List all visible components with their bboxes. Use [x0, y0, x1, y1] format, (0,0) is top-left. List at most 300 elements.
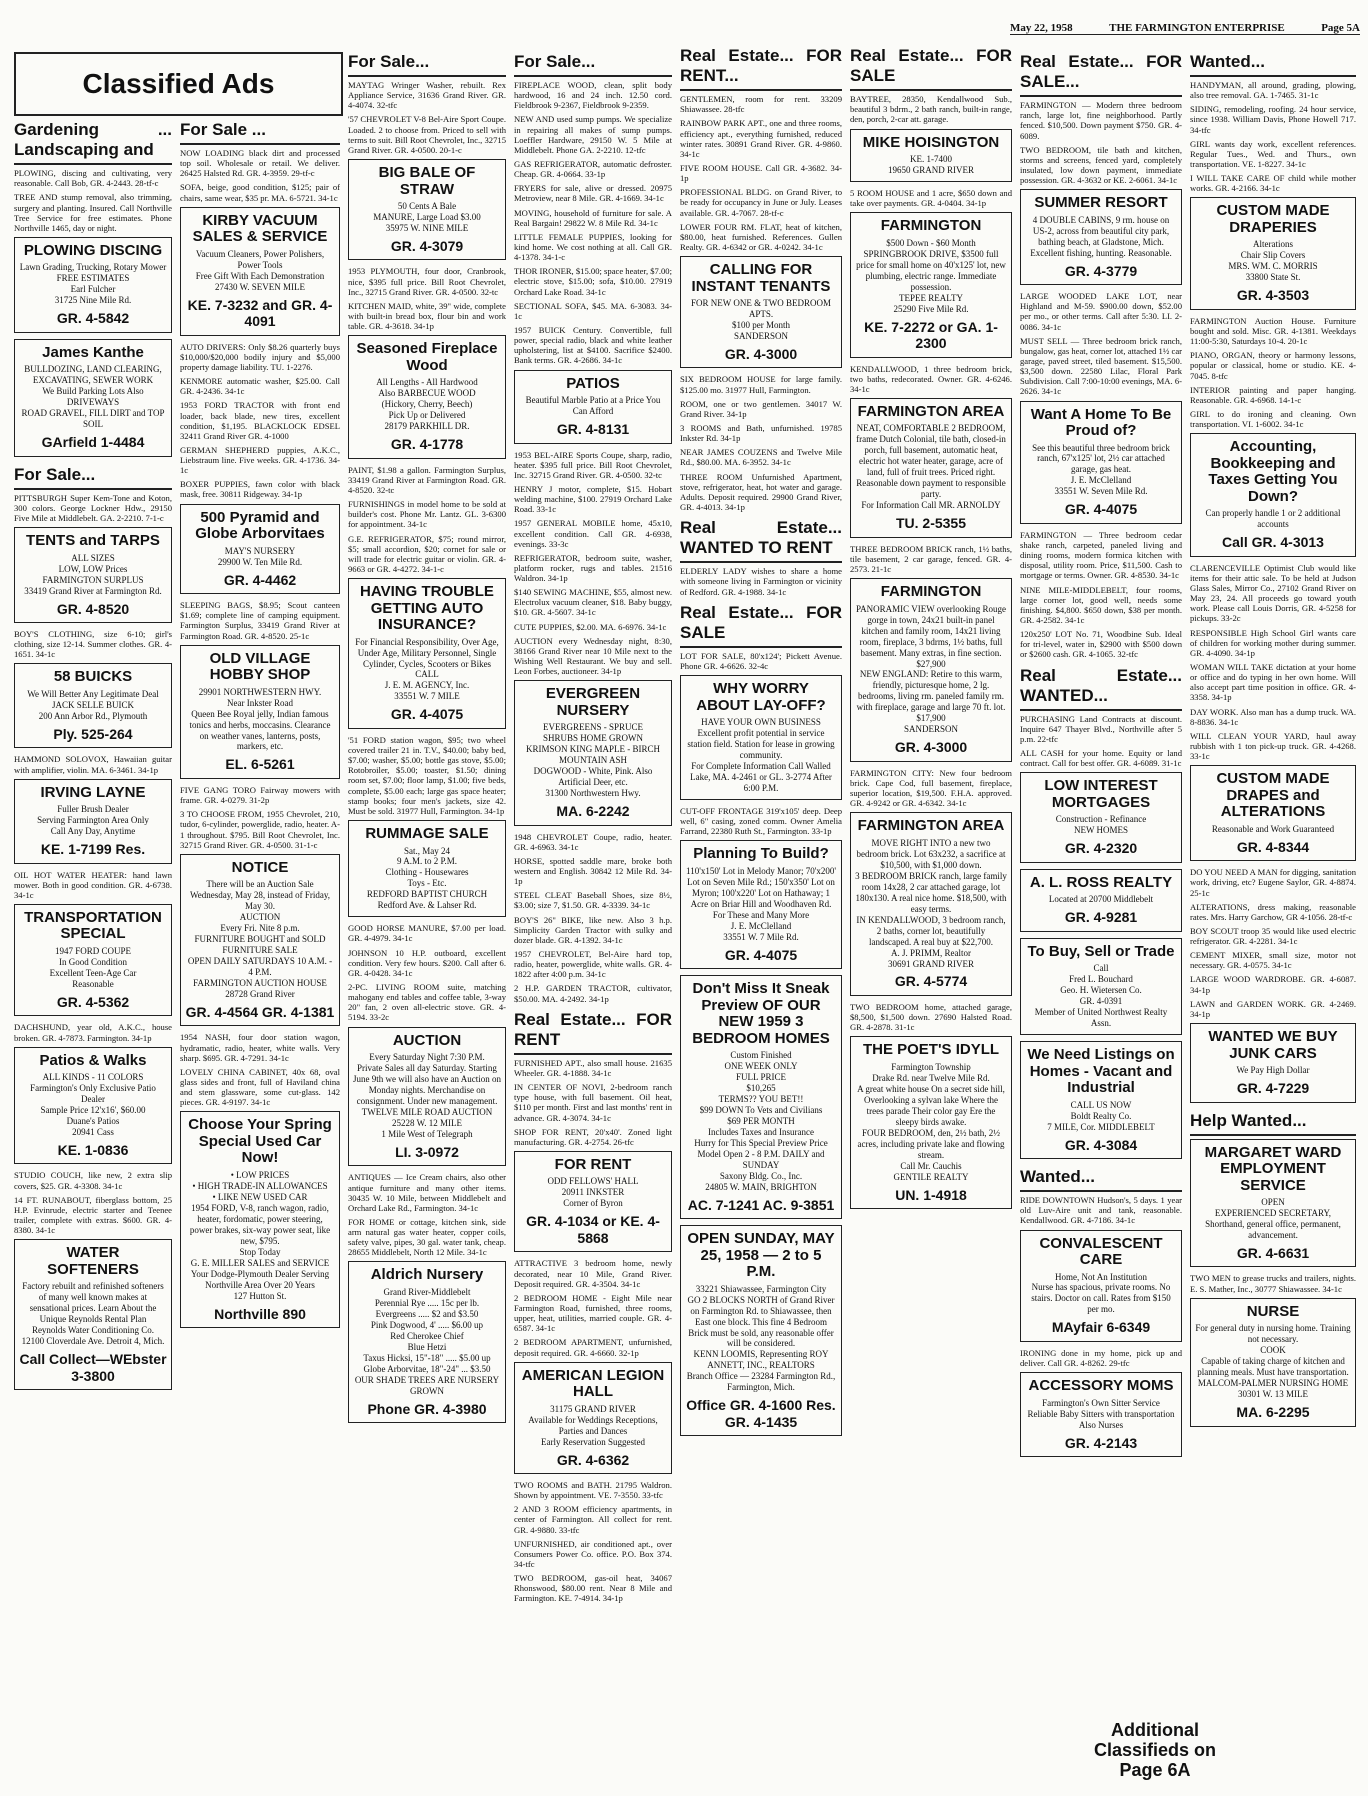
display-ad: [180, 854, 340, 1027]
display-ad-body: Can properly handle 1 or 2 additional accounts: [1205, 508, 1341, 530]
display-ad-phone: MAyfair 6-6349: [1051, 1319, 1151, 1336]
display-ad: [1190, 1298, 1356, 1427]
classified-listing: 1953 FORD TRACTOR with front end loader, back blade, new tires, excellent condition, $1,195. BLACKLOCK EDSEL 32411 Grand River GR. 4-1000: [180, 400, 340, 441]
display-ad: [514, 1151, 672, 1252]
classified-listing: MUST SELL — Three bedroom brick ranch, bungalow, gas heat, corner lot, attached 1½ car garage, paved street, tiled basement. $15,500. $3,500 down. 22580 Lilac, Floral Park Subdivision. Call 7:00-10:00 evenings, MA. 6-2626. 34-1c: [1020, 335, 1182, 397]
display-ad: [14, 527, 172, 623]
display-ad-heading: Accounting, Bookkeeping and Taxes Getting You Down?: [1208, 438, 1338, 505]
column-header: Wanted...: [1190, 50, 1356, 77]
classified-listing: THREE BEDROOM BRICK ranch, 1½ baths, tile basement, 2 car garage, fenced. GR. 4-2573. 21-1c: [850, 543, 1012, 575]
masthead-date: May 22, 1958: [1010, 22, 1073, 34]
display-ad: [850, 578, 1012, 762]
column-real-estate-sale-2: [1020, 50, 1182, 1788]
display-ad-phone: KE. 1-0836: [57, 1141, 129, 1158]
classified-listing: CUT-OFF FRONTAGE 319'x105' deep. Deep well, 6" casing, zoned comm. Owner Amelia Farrand, 22380 Ruth St., Farmington. 33-1p: [680, 805, 842, 837]
classified-listing: HENRY J motor, complete, $15. Hobart welding machine, $100. 27919 Orchard Lake Road. 33-1c: [514, 483, 672, 515]
classified-listing: BOY'S 26" BIKE, like new. Also 3 h.p. Simplicity Garden Tractor with sulky and dozer blade. GR. 4-1392. 34-1c: [514, 914, 672, 945]
classified-listing: PIANO, ORGAN, theory or harmony lessons, popular or classical, home or studio. KE. 4-7045. 8-tfc: [1190, 350, 1356, 381]
display-ad-phone: GR. 4-8520: [56, 600, 130, 617]
classified-listing: HORSE, spotted saddle mare, broke both western and English. 30842 12 Mile Rd. 34-1p: [514, 855, 672, 887]
section-header: Real Estate... WANTED...: [1020, 664, 1182, 711]
display-ad-phone: GR. 4-7229: [1236, 1080, 1310, 1097]
display-ad: [1190, 1139, 1356, 1268]
classified-listing: 120x250' LOT No. 71, Woodbine Sub. Ideal for tri-level, water in, $2900 with $500 down or $2600 cash. GR. 4-1065. 32-tfc: [1020, 629, 1182, 660]
classified-listing: BAYTREE, 28350, Kendallwood Sub., beautiful 3 bdrm., 2 bath ranch, built-in range, den, porch, 2-car att. garage.: [850, 94, 1012, 125]
display-ad-body: MOVE RIGHT INTO a new two bedroom brick. Lot 63x232, a sacrifice at $10,500, with $1,000 down. 3 BEDROOM BRICK ranch, large family room 14x28, 2 car attached garage, lot 180x130. A real nice home. $18,500, with easy terms. IN KENDALLWOOD, 3 bedroom ranch, 2 baths, corner lot, beautifully landscaped. A real buy at $22,700. A. J. PRIMM, Realtor 30691 GRAND RIVER: [855, 837, 1007, 969]
display-ad-phone: LI. 3-0972: [395, 1143, 459, 1160]
display-ad-heading: WATER SOFTENERS: [47, 1244, 139, 1278]
classified-listing: DACHSHUND, year old, A.K.C., house broken. GR. 4-7873. Farmington. 34-1p: [14, 1022, 172, 1043]
display-ad-heading: RUMMAGE SALE: [365, 825, 489, 843]
display-ad: [680, 256, 842, 368]
display-ad: [1020, 938, 1182, 1035]
column-gardening: [14, 118, 172, 1788]
display-ad-phone: GR. 4-4462: [223, 571, 297, 588]
display-ad-body: Custom Finished ONE WEEK ONLY FULL PRICE $10,265 TERMS?? YOU BET!! $99 DOWN To Vets and Civilians $69 PER MONTH Includes Taxes and Insurance Hurry for This Special Preview Price Model Open 2 - 8 P.M. DAILY and SUNDAY Saxony Bldg. Co., Inc. 24805 W. MAIN, BRIGHTON: [694, 1050, 828, 1192]
display-ad-phone: KE. 7-2272 or GA. 1-2300: [864, 318, 998, 352]
classified-listing: 2 BEDROOM HOME - Eight Mile near Farmington Road, furnished, three rooms, upper, heat, utilities, married couple. GR. 4-6587. 34-1c: [514, 1292, 672, 1334]
classified-listing: HANDYMAN, all around, grading, plowing, also tree removal. GA. 1-7465. 31-1c: [1190, 80, 1356, 101]
classified-listing: SECTIONAL SOFA, $45. MA. 6-3083. 34-1c: [514, 300, 672, 321]
display-ad-phone: GR. 4-5842: [56, 310, 130, 327]
display-ad-body: PANORAMIC VIEW overlooking Rouge gorge in town, 24x21 built-in panel kitchen and family room, 14x21 living room, fireplace, 3 bdrms, 1½ baths, full basement. Many extras, in fine section. $27,900 NEW ENGLAND: Retire to this warm, friendly, picturesque home, 2 lg. bedrooms, living rm. paneled family rm. with fireplace, garage and large 70 ft. lot. $17,900 SANDERSON: [855, 603, 1007, 735]
display-ad-body: Fuller Brush Dealer Serving Farmington Area Only Call Any Day, Anytime: [37, 804, 149, 837]
classified-listing: WOMAN WILL TAKE dictation at your home or office and do typing in her own home. Will also accept part time position in office. GR. 4-3358. 34-1p: [1190, 661, 1356, 703]
display-ad: [1020, 772, 1182, 862]
display-ad-heading: OPEN SUNDAY, MAY 25, 1958 — 2 to 5 P.M.: [687, 1230, 835, 1281]
display-ad: [1020, 1230, 1182, 1342]
display-ad-phone: Call GR. 4-3013: [1222, 534, 1324, 551]
classified-listing: I WILL TAKE CARE OF child while mother works. GR. 4-2166. 34-1c: [1190, 173, 1356, 194]
display-ad: [1190, 1023, 1356, 1102]
display-ad-body: There will be an Auction Sale Wednesday, May 28, instead of Friday, May 30. AUCTION Every Fri. Nite 8 p.m. FURNITURE BOUGHT and SOLD FURNITURE SALE OPEN DAILY SATURDAYS 10 A.M. - 4 P.M. FARMINGTON AUCTION HOUSE 28728 Grand River: [187, 879, 333, 999]
classified-listing: 3 TO CHOOSE FROM, 1955 Chevrolet, 210, tudor, 6-cylinder, powerglide, radio, heater. A-1 throughout. $795. Bill Root Chevrolet, Inc. 32715 Grand River. GR. 4-0500. 31-1-c: [180, 809, 340, 850]
display-ad: [680, 675, 842, 800]
display-ad-heading: FARMINGTON AREA: [857, 402, 1005, 420]
classified-listing: PLOWING, discing and cultivating, very reasonable. Call Bob, GR. 4-2443. 28-tf-c: [14, 168, 172, 189]
classified-listing: DAY WORK. Also man has a dump truck. WA. 8-8836. 34-1c: [1190, 706, 1356, 727]
classified-listing: FARMINGTON CITY: New four bedroom brick. Cape Cod, full basement, fireplace, superior location, $19,500. F.H.A. approved. GR. 4-9242 or GR. 4-6342. 34-1c: [850, 767, 1012, 809]
classified-listing: TREE AND stump removal, also trimming, surgery and planting. Insured. Call Northville Tree Service for free estimates. Phone Northville 1465, day or night.: [14, 192, 172, 233]
display-ad-body: MAY'S NURSERY 29900 W. Ten Mile Rd.: [217, 545, 303, 567]
display-ad-heading: HAVING TROUBLE GETTING AUTO INSURANCE?: [360, 583, 494, 634]
classified-listing: RAINBOW PARK APT., one and three rooms, efficiency apt., everything furnished, reduced winter rates. 30891 Grand River. GR. 4-9860. 34-1c: [680, 118, 842, 159]
display-ad-phone: MA. 6-2242: [556, 803, 630, 820]
display-ad-phone: GR. 4-4075: [1064, 501, 1138, 518]
classified-listing: FRYERS for sale, alive or dressed. 20975 Metroview, near 8 Mile. GR. 4-1669. 34-1c: [514, 183, 672, 204]
classified-listing: GIRL wants day work, excellent references. Regular Tues., Wed. and Thurs., own transportation. VE. 1-8227. 34-1c: [1190, 138, 1356, 170]
display-ad: [850, 212, 1012, 357]
classified-ads-title: [14, 52, 343, 116]
display-ad: [850, 129, 1012, 182]
display-ad-phone: GR. 4-5362: [56, 993, 130, 1010]
classified-listing: FARMINGTON — Modern three bedroom ranch, large lot, fine neighborhood. Partly fenced. $10,500. Down payment $750. GR. 4-6089.: [1020, 100, 1182, 141]
classified-listing: SIX BEDROOM HOUSE for large family. $125.00 mo. 31977 Hull, Farmington.: [680, 374, 842, 395]
classified-listing: FURNISHINGS in model home to be sold at builder's cost. Phone Mr. Lantz. GL. 3-6300 for appointment. 34-1c: [348, 499, 506, 530]
classified-listing: FIREPLACE WOOD, clean, split body hardwood, 16 and 24 inch. 12.50 cord. Fieldbrook 9-2367, Fieldbrook 9-2359.: [514, 80, 672, 111]
display-ad-heading: FOR RENT: [554, 1155, 632, 1173]
classified-listing: RESPONSIBLE High School Girl wants care of children for working mother during summer. GR. 4-4090. 34-1p: [1190, 627, 1356, 658]
column-real-estate-sale-1: [850, 44, 1012, 1788]
classified-listing: 1948 CHEVROLET Coupe, radio, heater. GR. 4-6963. 34-1c: [514, 831, 672, 852]
display-ad-phone: GR. 4-4564 GR. 4-1381: [185, 1003, 335, 1020]
display-ad-phone: KE. 7-3232 and GR. 4-4091: [187, 296, 333, 330]
display-ad-heading: MARGARET WARD EMPLOYMENT SERVICE: [1204, 1143, 1342, 1194]
classified-listing: LARGE WOOD WARDROBE. GR. 4-6087. 34-1p: [1190, 974, 1356, 995]
column-header: For Sale...: [514, 50, 672, 77]
display-ad-heading: SUMMER RESORT: [1034, 194, 1168, 212]
classified-listing: HAMMOND SOLOVOX, Hawaiian guitar with amplifier, violin. MA. 6-3461. 34-1p: [14, 754, 172, 775]
display-ad-body: Construction - Refinance NEW HOMES: [1055, 814, 1147, 836]
display-ad: [348, 578, 506, 729]
classified-listing: PITTSBURGH Super Kem-Tone and Koton, 300 colors. George Lockner Hdw., 29150 Five Mile at Middlebelt. GA. 2-2210. 7-1-c: [14, 492, 172, 523]
classified-listing: RIDE DOWNTOWN Hudson's, 5 days. 1 year old Luv-Aire unit and tank, reasonable. Kendallwood. GR. 4-7186. 34-1c: [1020, 1195, 1182, 1226]
display-ad-heading: EVERGREEN NURSERY: [545, 685, 641, 719]
classified-listing: AUTO DRIVERS: Only $8.26 quarterly buys $10,000/$20,000 bodily injury and $5,000 property damage liability. TU. 1-2276.: [180, 341, 340, 372]
display-ad-heading: We Need Listings on Homes - Vacant and Industrial: [1027, 1046, 1175, 1097]
display-ad-phone: GR. 4-1034 or KE. 4-5868: [526, 1213, 660, 1246]
display-ad-heading: PLOWING DISCING: [23, 241, 163, 259]
display-ad-body: EVERGREENS - SPRUCE SHRUBS HOME GROWN KRIMSON KING MAPLE - BIRCH MOUNTAIN ASH DOGWOOD - White, Pink. Also Artificial Deer, etc. 31300 Northwestern Hwy.: [525, 722, 660, 799]
display-ad-body: Lawn Grading, Trucking, Rotary Mower FREE ESTIMATES Earl Fulcher 31725 Nine Mile Rd.: [19, 262, 167, 306]
classified-listing: DO YOU NEED A MAN for digging, sanitation work, driving, etc? Eugene Saylor, GR. 4-8874. 25-1c: [1190, 867, 1356, 898]
display-ad-heading: 58 BUICKS: [53, 668, 133, 686]
display-ad: [850, 398, 1012, 538]
classified-listing: 1957 GENERAL MOBILE home, 45x10, excellent condition. Call GR. 4-6938, evenings. 33-3c: [514, 518, 672, 549]
classified-listing: BOXER PUPPIES, fawn color with black mask, free. 30811 Ridgeway. 34-1p: [180, 479, 340, 500]
classified-listing: FOR HOME or cottage, kitchen sink, side arm natural gas water heater, copper coils, safety valve, pipes, 30 gal. water tank, cheap. 28655 Middlebelt, North 12 Mile. 34-1c: [348, 1216, 506, 1258]
column-header: Real Estate... FOR SALE...: [1020, 50, 1182, 97]
classified-listing: MAYTAG Wringer Washer, rebuilt. Rex Appliance Service, 31636 Grand River. GR. 4-4074. 32-tfc: [348, 80, 506, 111]
display-ad-body: 4 DOUBLE CABINS, 9 rm. house on US-2, across from beautiful city park, bathing beach, at Gladstone, Mich. Excellent fishing, hunting. Reasonable.: [1030, 214, 1172, 258]
display-ad-phone: GR. 4-3000: [724, 345, 798, 362]
display-ad-body: We Will Better Any Legitimate Deal JACK SELLE BUICK 200 Ann Arbor Rd., Plymouth: [27, 688, 159, 721]
display-ad: [850, 1036, 1012, 1209]
classified-listing: LOWER FOUR RM. FLAT, heat of kitchen, $80.00, heat furnished. References. Gullen Realty. GR. 4-6342 or GR. 4-0242. 34-1c: [680, 221, 842, 252]
display-ad-body: FOR NEW ONE & TWO BEDROOM APTS. $100 per Month SANDERSON: [691, 298, 831, 341]
display-ad-phone: KE. 1-7199 Res.: [40, 841, 146, 858]
display-ad: [14, 1047, 172, 1165]
classified-listing: FARMINGTON — Three bedroom cedar shake ranch, carpeted, paneled living and dining rooms, modern formica kitchen with disposal, utility room. Price, $11,500. Cash to mortgage or terms. Owner. GR. 4-8530. 34-1c: [1020, 529, 1182, 581]
display-ad-body: BULLDOZING, LAND CLEARING, EXCAVATING, SEWER WORK We Build Parking Lots Also DRIVEWAYS ROAD GRAVEL, FILL DIRT and TOP SOIL: [21, 364, 165, 430]
classified-listing: KITCHEN MAID, white, 39" wide, complete with built-in bread box, flour bin and work table. GR. 4-3618. 34-1p: [348, 300, 506, 332]
classified-listing: INTERIOR painting and paper hanging. Reasonable. GR. 4-6968. 14-1-c: [1190, 384, 1356, 405]
display-ad-phone: Office GR. 4-1600 Res. GR. 4-1435: [686, 1397, 836, 1430]
display-ad: [14, 339, 172, 457]
display-ad-heading: CALLING FOR INSTANT TENANTS: [691, 261, 831, 295]
display-ad: [850, 812, 1012, 996]
display-ad-heading: KIRBY VACUUM SALES & SERVICE: [192, 211, 328, 246]
display-ad-heading: To Buy, Sell or Trade: [1027, 942, 1175, 960]
display-ad-phone: GR. 4-6631: [1236, 1244, 1310, 1261]
section-header: Help Wanted...: [1190, 1109, 1356, 1136]
classified-listing: SHOP FOR RENT, 20'x40'. Zoned light manufacturing. GR. 4-2754. 26-tfc: [514, 1126, 672, 1147]
display-ad-body: Farmington's Own Sitter Service Reliable Baby Sitters with transportation Also Nurses: [1027, 1397, 1175, 1430]
classified-listing: FURNISHED APT., also small house. 21635 Wheeler. GR. 4-1888. 34-1c: [514, 1057, 672, 1078]
display-ad-body: KE. 1-7400 19650 GRAND RIVER: [887, 154, 974, 175]
display-ad-phone: GR. 4-3084: [1064, 1136, 1138, 1153]
classified-listing: 3 ROOMS and Bath, unfurnished. 19785 Inkster Rd. 34-1p: [680, 423, 842, 444]
classified-listing: STUDIO COUCH, like new, 2 extra slip covers, $25. GR. 4-3308. 34-1c: [14, 1170, 172, 1191]
classified-listing: PROFESSIONAL BLDG. on Grand River, to be ready for occupancy in June or July. Leases available. GR. 4-7067. 28-tf-c: [680, 187, 842, 218]
display-ad-body: HAVE YOUR OWN BUSINESS Excellent profit potential in service station field. Station for lease in growing community. For Complete Information Call Walled Lake, MA. 4-2461 or GL. 3-2774 After 6:00 P.M.: [687, 717, 835, 793]
classified-listing: 5 ROOM HOUSE and 1 acre, $650 down and take over payments. GR. 4-0404. 34-1p: [850, 187, 1012, 209]
display-ad-body: See this beautiful three bedroom brick ranch, 67'x125' lot, 2½ car attached garage, gas heat. J. E. McClelland 33551 W. Seven Mile Rd.: [1032, 442, 1170, 497]
column-header: Real Estate... FOR SALE: [850, 44, 1012, 91]
display-ad-heading: ACCESSORY MOMS: [1028, 1377, 1174, 1395]
display-ad-heading: IRVING LAYNE: [40, 783, 146, 801]
display-ad-body: Beautiful Marble Patio at a Price You Can Afford: [525, 395, 661, 417]
display-ad-body: Sat., May 24 9 A.M. to 2 P.M. Clothing - Housewares Toys - Etc. REDFORD BAPTIST CHURCH Redford Ave. & Lahser Rd.: [366, 845, 488, 911]
display-ad-phone: GR. 4-4075: [724, 946, 798, 963]
display-ad-body: Call Fred L. Bouchard Geo. H. Wietersen Co. GR. 4-0391 Member of United Northwest Realty Assn.: [1034, 963, 1168, 1029]
classified-listing: '57 CHEVROLET V-8 Bel-Aire Sport Coupe. Loaded. 2 to choose from. Priced to sell with terms to suit. Bill Root Chevrolet, Inc., 32715 Grand River. GR. 4-0500. 20-1-c: [348, 114, 506, 155]
column-wanted: [1190, 50, 1356, 1710]
classified-listing: TWO ROOMS and BATH. 21795 Waldron. Shown by appointment. VE. 7-3550. 33-tfc: [514, 1480, 672, 1501]
display-ad-body: Home, Not An Institution Nurse has spacious, private rooms. No stairs. Doctor on call. Rates from $150 per mo.: [1031, 1271, 1171, 1315]
display-ad-heading: NOTICE: [231, 858, 289, 876]
classified-listing: ROOM, one or two gentlemen. 34017 W. Grand River. 34-1p: [680, 398, 842, 419]
display-ad-phone: GR. 4-6362: [556, 1451, 630, 1468]
display-ad-body: OPEN EXPERIENCED SECRETARY, Shorthand, general office, permanent, advancement.: [1205, 1197, 1341, 1240]
classified-listing: CLARENCEVILLE Optimist Club would like items for their attic sale. To be held at Judson Glass Sales, Mirror Co., 27102 Grand River on May 23, 24. All proceeds go toward youth work. Please call Louis Dorris, GR. 4-5258 for pickups. 33-2c: [1190, 562, 1356, 624]
display-ad-heading: Seasoned Fireplace Wood: [356, 340, 498, 374]
section-header: For Sale...: [14, 463, 172, 490]
classified-listing: '51 FORD station wagon, $95; two wheel covered trailer 21 in. T.V., $40.00; baby bed, $7.00; washer, $5.00; bottle gas stove, $5.00; Rotobroiler, $5.00; toaster, $1.50; dining room set, $7.00; floor lamp, $1.00; five beds, complete, $5.00 each; large gas space heater; stamp books; four men's jackets, size 42. Must be sold. 31977 Hull, Farmington. 34-1p: [348, 734, 506, 816]
display-ad: [680, 975, 842, 1219]
display-ad-phone: GR. 4-2320: [1064, 840, 1138, 857]
display-ad-body: All Lengths - All Hardwood Also BARBECUE WOOD (Hickory, Cherry, Beech) Pick Up or Delivered 28179 PARKHILL DR.: [376, 377, 478, 432]
classified-listing: CEMENT MIXER, small size, motor not necessary. GR. 4-0575. 34-1c: [1190, 950, 1356, 971]
classified-listing: ALL CASH for your home. Equity or land contract. Call for best offer. GR. 4-6089. 31-1c: [1020, 748, 1182, 769]
display-ad-heading: OLD VILLAGE HOBBY SHOP: [209, 649, 311, 684]
classified-listing: FIVE ROOM HOUSE. Call GR. 4-3682. 34-1p: [680, 162, 842, 184]
classified-listing: 1957 CHEVROLET, Bel-Aire hard top, radio, heater, powerglide, white walls. GR. 4-1822 after 4:00 p.m. 34-1c: [514, 949, 672, 980]
display-ad-heading: Aldrich Nursery: [370, 1266, 484, 1284]
display-ad: [1190, 433, 1356, 556]
display-ad-phone: MA. 6-2295: [1236, 1404, 1310, 1421]
display-ad: [14, 663, 172, 748]
column-real-estate-rent: [680, 44, 842, 1788]
classified-listing: 2 H.P. GARDEN TRACTOR, cultivator, $50.00. MA. 4-2492. 34-1p: [514, 983, 672, 1004]
classified-listing: TWO BEDROOM, gas-oil heat, 34067 Rhonswood, $80.00 rent. Near 8 Mile and Farmington. KE. 7-4914. 34-1p: [514, 1573, 672, 1604]
display-ad-phone: GR. 4-8131: [556, 421, 630, 437]
classified-listing: ELDERLY LADY wishes to share a home with someone living in Farmington or vicinity of Redford. GR. 4-1988. 34-1c: [680, 566, 842, 597]
display-ad-body: Factory rebuilt and refinished softeners of many well known makes at sensational prices. Learn About the Unique Reynolds Rental Plan Reynolds Water Conditioning Co. 12100 Cloverdale Ave. Detroit 4, Mich.: [21, 1281, 165, 1347]
display-ad: [514, 370, 672, 444]
classified-listing: TWO BEDROOM home, attached garage, $8,500, $1,500 down. 27690 Halsted Road. GR. 4-2878. 31-1c: [850, 1002, 1012, 1033]
display-ad-phone: GR. 4-3079: [390, 237, 464, 254]
masthead-page: Page 5A: [1321, 22, 1360, 34]
display-ad-body: ODD FELLOWS' HALL 20911 INKSTER Corner of Byron: [547, 1176, 639, 1209]
display-ad-body: 31175 GRAND RIVER Available for Weddings Receptions, Parties and Dances Early Reservation Suggested: [528, 1403, 658, 1447]
classified-listing: KENDALLWOOD, 1 three bedroom brick, two baths, redecorated. Owner. GR. 4-6246. 34-1c: [850, 363, 1012, 394]
display-ad-phone: GR. 4-4075: [390, 706, 464, 723]
display-ad-heading: CUSTOM MADE DRAPES and ALTERATIONS: [1216, 770, 1330, 821]
display-ad: [180, 207, 340, 336]
display-ad-phone: UN. 1-4918: [895, 1186, 967, 1203]
classified-listing: 1953 PLYMOUTH, four door, Cranbrook, nice, $395 full price. Bill Root Chevrolet, Inc., 32715 Grand River. GR. 4-0500. 32-tc: [348, 266, 506, 297]
display-ad: [348, 1027, 506, 1167]
display-ad-heading: WHY WORRY ABOUT LAY-OFF?: [696, 680, 826, 714]
display-ad: [680, 840, 842, 969]
display-ad: [680, 1225, 842, 1436]
display-ad: [180, 645, 340, 779]
classified-listing: STEEL CLEAT Baseball Shoes, size 8½, $3.00; size 7, $1.50. GR. 4-3339. 34-1c: [514, 890, 672, 911]
classified-listing: UNFURNISHED, air conditioned apt., over Consumers Power Co. office. P.O. Box 374. 34-tfc: [514, 1538, 672, 1570]
display-ad: [1020, 869, 1182, 932]
display-ad: [348, 159, 506, 260]
column-header: Real Estate... FOR RENT...: [680, 44, 842, 91]
classified-listing: TWO BEDROOM, tile bath and kitchen, storms and screens, fenced yard, completely insulated, low down payment, immediate possession. GR. 4-3632 or KE. 2-6061. 34-1c: [1020, 144, 1182, 186]
display-ad-phone: Ply. 525-264: [53, 725, 133, 742]
classified-listing: ANTIQUES — Ice Cream chairs, also other antique furniture and many other items. 30435 W. 10 Mile, between Middlebelt and Orchard Lake Rd., Farmington. 34-1c: [348, 1172, 506, 1213]
display-ad: [1020, 1372, 1182, 1457]
display-ad-heading: FARMINGTON AREA: [857, 817, 1005, 835]
classified-listing: PURCHASING Land Contracts at discount. Inquire 647 Thayer Blvd., Northville after 5 p.m. 22-tfc: [1020, 713, 1182, 744]
classified-listing: GENTLEMEN, room for rent. 33209 Shiawassee. 28-tfc: [680, 94, 842, 115]
display-ad-body: 110'x150' Lot in Melody Manor; 70'x200' Lot on Seven Mile Rd.; 150'x350' Lot on Myron; 100'x220' Lot on Hathaway; 1 Acre on Briar Hill and Woodhaven Rd. For These and Many More J. E. McClelland 33551 W. 7 Mile Rd.: [686, 865, 836, 942]
classified-listing: FARMINGTON Auction House. Furniture bought and sold. Misc. GR. 4-1381. Weekdays 11:00-5:30, Saturdays 10-4. 20-1c: [1190, 315, 1356, 347]
classified-listing: 1954 NASH, four door station wagon, hydramatic, radio, heater, white walls. Very sharp. $695. GR. 4-7291. 34-1c: [180, 1032, 340, 1063]
classified-listing: 14 FT. RUNABOUT, fiberglass bottom, 25 H.P. Evinrude, electric starter and Teenee trailer, complete with extras. $600. GR. 4-8380. 34-1c: [14, 1194, 172, 1236]
classified-listing: SLEEPING BAGS, $8.95; Scout canteen $1.69; complete line of camping equipment. Farmington Surplus, 33419 Grand River at Farmington Road. GR. 4-8520. 25-1c: [180, 600, 340, 641]
display-ad-heading: Choose Your Spring Special Used Car Now!: [188, 1116, 332, 1167]
display-ad-body: Alterations Chair Slip Covers MRS. WM. C. MORRIS 33800 State St.: [1228, 239, 1318, 283]
column-header: For Sale...: [348, 50, 506, 77]
display-ad-heading: NURSE: [1246, 1302, 1300, 1320]
classified-listing: NOW LOADING black dirt and processed top soil. Wholesale or retail. We deliver. 26425 Halsted Rd. GR. 4-3959. 29-tf-c: [180, 148, 340, 179]
classified-listing: 1953 BEL-AIRE Sports Coupe, sharp, radio, heater. $395 full price. Bill Root Chevrolet, Inc. 32715 Grand River. GR. 4-0500. 32-tc: [514, 449, 672, 480]
display-ad-body: CALL US NOW Boldt Realty Co. 7 MILE, Cor. MIDDLEBELT: [1047, 1099, 1155, 1132]
classified-listing: $140 SEWING MACHINE, $55, almost new. Electrolux vacuum cleaner, $18. Baby buggy, $10. GR. 4-5607. 34-1c: [514, 587, 672, 618]
classified-listing: MOVING, household of furniture for sale. A Real Bargain! 29822 W. 8 Mile Rd. 34-1c: [514, 207, 672, 228]
display-ad-phone: GR. 4-9281: [1064, 909, 1138, 926]
display-ad-heading: TENTS and TARPS: [26, 532, 160, 550]
display-ad-heading: MIKE HOISINGTON: [862, 133, 1000, 151]
display-ad-phone: GR. 4-3779: [1064, 262, 1138, 279]
display-ad: [1020, 1041, 1182, 1159]
display-ad: [514, 680, 672, 825]
display-ad-body: Vacuum Cleaners, Power Polishers, Power Tools Free Gift With Each Demonstration 27430 W. SEVEN MILE: [195, 248, 325, 292]
section-header: Real Estate... FOR SALE: [680, 601, 842, 648]
column-header: Gardening ... Landscaping and: [14, 118, 172, 165]
display-ad-phone: AC. 7-1241 AC. 9-3851: [687, 1196, 835, 1213]
classified-listing: TWO MEN to grease trucks and trailers, nights. E. S. Mather, Inc., 30777 Shiawassee. 34-1c: [1190, 1273, 1356, 1294]
display-ad-heading: FARMINGTON: [880, 583, 982, 601]
display-ad-body: For Financial Responsibility, Over Age, Under Age, Military Personnel, Single Cylinder, Cycles, Scooters or Bikes CALL J. E. M. AGENCY, Inc. 33551 W. 7 MILE: [355, 636, 499, 702]
section-header: Real Estate... FOR RENT: [514, 1008, 672, 1055]
display-ad: [180, 504, 340, 594]
title-text: Classified Ads: [82, 68, 275, 99]
column-header: For Sale ...: [180, 118, 340, 145]
classified-listing: LAWN and GARDEN WORK. GR. 4-2469. 34-1p: [1190, 998, 1356, 1019]
classified-listing: LOVELY CHINA CABINET, 40x 68, oval glass sides and front, full of Haviland china and stem glassware, some cut-glass. 142 pieces. GR. 4-9197. 34-1c: [180, 1066, 340, 1108]
classified-listing: CUTE PUPPIES, $2.00. MA. 6-6976. 34-1c: [514, 621, 667, 632]
display-ad: [348, 1261, 506, 1423]
display-ad-phone: GR. 4-3503: [1236, 287, 1310, 304]
classified-listing: 2 BEDROOM APARTMENT, unfurnished, deposit required. GR. 4-6660. 32-1p: [514, 1337, 672, 1358]
display-ad-body: ALL KINDS - 11 COLORS Farmington's Only Exclusive Patio Dealer Sample Price 12'x16', $60.00 Duane's Patios 20941 Cass: [30, 1072, 156, 1137]
classified-listing: THREE ROOM Unfurnished Apartment, stove, refrigerator, heat, hot water and garage. Adults. Deposit required. 29900 Grand River, GR. 4-4013. 34-1p: [680, 471, 842, 512]
display-ad-phone: GR. 4-8344: [1236, 838, 1310, 855]
display-ad-heading: Planning To Build?: [693, 845, 829, 863]
display-ad-phone: GR. 4-1778: [390, 436, 464, 453]
display-ad-body: Grand River-Middlebelt Perennial Rye ..... 15c per lb. Evergreens ..... $2 and $3.50 Pink Dogwood, 4' ..... $6.00 up Red Cherokee Chief Blue Hetzi Taxus Hicksi, 15"-18" ..... $5.00 up Globe Arborvitae, 18"-24" ... $3.50 OUR SHADE TREES ARE NURSERY GROWN: [354, 1286, 500, 1396]
display-ad: [14, 779, 172, 864]
display-ad: [1190, 765, 1356, 861]
classified-listing: OIL HOT WATER HEATER: hand lawn mower. Both in good condition. GR. 4-6738. 34-1c: [14, 869, 172, 900]
classified-listing: NEW AND used sump pumps. We specialize in repairing all makes of sump pumps. Loeffler Hardware, 29150 W. 5 Mile at Middlebelt. Phone GA. 2-2210. 12-tfc: [514, 114, 672, 155]
masthead-paper: THE FARMINGTON ENTERPRISE: [1109, 22, 1285, 34]
display-ad-phone: GR. 4-5774: [894, 973, 968, 990]
display-ad-body: 29901 NORTHWESTERN HWY. Near Inkster Road Queen Bee Royal jelly, Indian famous tonics and herbs, moccasins. Clearance on weather vanes, lanterns, posts, markers, etc.: [189, 686, 331, 752]
display-ad-heading: CONVALESCENT CARE: [1039, 1234, 1163, 1268]
display-ad-heading: AMERICAN LEGION HALL: [521, 1366, 665, 1401]
classified-listing: G.E. REFRIGERATOR, $75; round mirror, $5; small accordion, $20; cornet for sale or will trade for electric guitar or violin. GR. 4-9663 or GR. 4-4272. 34-1-c: [348, 533, 506, 574]
display-ad-heading: PATIOS: [566, 374, 620, 392]
display-ad-heading: Don't Miss It Sneak Preview OF OUR NEW 1959 3 BEDROOM HOMES: [692, 980, 830, 1047]
display-ad-heading: James Kanthe: [42, 343, 144, 361]
display-ad: [1020, 189, 1182, 285]
display-ad-heading: Patios & Walks: [39, 1051, 147, 1069]
display-ad-heading: TRANSPORTATION SPECIAL: [24, 908, 162, 943]
column-for-sale-3: [514, 50, 672, 1788]
masthead: [1010, 14, 1360, 35]
classified-listing: GERMAN SHEPHERD puppies, A.K.C., Liebstraum line. Five weeks. GR. 4-1736. 34-1c: [180, 444, 340, 476]
classified-listing: SOFA, beige, good condition, $125; pair of chairs, same wear, $35 pr. MA. 6-5721. 34-1c: [180, 182, 340, 203]
display-ad: [348, 820, 506, 917]
classified-listing: 2-PC. LIVING ROOM suite, matching mahogany end tables and coffee table, 3-way 20" fan, 2 oven all-electric stove. GR. 4-5194. 33-2c: [348, 982, 506, 1023]
display-ad-phone: GArfield 1-4484: [41, 434, 145, 451]
display-ad-phone: EL. 6-5261: [225, 756, 295, 773]
display-ad-phone: Call Collect—WEbster 3-3800: [19, 1351, 167, 1384]
classified-listing: PAINT, $1.98 a gallon. Farmington Surplus, 33419 Grand River at Farmington Road. GR. 4-8520. 32-tc: [348, 464, 506, 495]
classified-listing: 2 AND 3 ROOM efficiency apartments, in center of Farmington. All collect for rent. GR. 4-9880. 33-tfc: [514, 1504, 672, 1535]
classified-listing: GIRL to do ironing and cleaning. Own transportation. VI. 1-6002. 34-1c: [1190, 408, 1356, 430]
display-ad-body: Located at 20700 Middlebelt: [1048, 894, 1154, 905]
display-ad: [1020, 401, 1182, 524]
display-ad-heading: FARMINGTON: [880, 217, 982, 235]
classified-listing: REFRIGERATOR, bedroom suite, washer, platform rocker, rugs and tables. 21516 Waldron. 34-1p: [514, 552, 672, 584]
classified-listing: NINE MILE-MIDDLEBELT, four rooms, large corner lot, good well, needs some finishing. $4,800. $650 down, $38 per month. GR. 4-2582. 34-1c: [1020, 584, 1182, 625]
display-ad: [14, 1239, 172, 1390]
display-ad: [1190, 197, 1356, 309]
classified-listing: BOY'S CLOTHING, size 6-10; girl's clothing, size 12-14. Summer clothes. GR. 4-1651. 34-1c: [14, 629, 172, 660]
display-ad-body: Reasonable and Work Guaranteed: [1211, 823, 1335, 834]
display-ad-body: Farmington Township Drake Rd. near Twelve Mile Rd. A great white house On a secret side hill, Overlooking a sylvan lake Where the trees parade Their color gay Ere the sleepy birds awake. FOUR BEDROOM, den, 2½ bath, 2½ acres, including private lake and flowing stream. Call Mr. Cauchis GENTILE REALTY: [857, 1061, 1005, 1182]
display-ad-heading: WANTED WE BUY JUNK CARS: [1208, 1028, 1338, 1062]
classified-listing: AUCTION every Wednesday night, 8:30, 38166 Grand River near 10 Mile next to the Wishing Well Restaurant. We buy and sell. Leon Forbes, auctioneer. 34-1p: [514, 635, 672, 677]
classified-listing: KENMORE automatic washer, $25.00. Call GR. 4-2436. 34-1c: [180, 376, 340, 397]
display-ad-heading: 500 Pyramid and Globe Arborvitaes: [195, 508, 325, 543]
classified-listing: LOT FOR SALE, 80'x124'; Pickett Avenue. Phone GR. 4-6626. 32-4c: [680, 650, 842, 671]
display-ad: [514, 1362, 672, 1474]
classified-listing: NEAR JAMES COUZENS and Twelve Mile Rd., $80.00. MA. 6-3952. 34-1c: [680, 447, 842, 468]
display-ad-heading: Want A Home To Be Proud of?: [1030, 405, 1172, 440]
section-header: Wanted...: [1020, 1165, 1182, 1192]
display-ad-body: • LOW PRICES • HIGH TRADE-IN ALLOWANCES • LIKE NEW USED CAR 1954 FORD, V-8, ranch wagon, radio, heater, fordomatic, power steering, power brakes, six-way power seat, like new, $795. Stop Today G. E. MILLER SALES and SERVICE Your Dodge-Plymouth Dealer Serving Northville Area Over 20 Years 127 Hutton St.: [189, 1169, 331, 1301]
classified-listing: JOHNSON 10 H.P. outboard, excellent condition. Very few hours. $200. Call after 6. GR. 4-0428. 34-1c: [348, 947, 506, 978]
column-for-sale-1: [180, 118, 340, 1788]
display-ad-phone: GR. 4-2143: [1064, 1434, 1138, 1451]
classified-listing: WILL CLEAN YOUR YARD, haul away rubbish with 1 ton pick-up truck. GR. 4-4268. 33-1c: [1190, 730, 1356, 762]
display-ad-body: NEAT, COMFORTABLE 2 BEDROOM, frame Dutch Colonial, tile bath, closed-in porch, full basement, automatic heat, electric hot water heater, garage, acre of land, full of fruit trees. Priced right. Reasonable down payment to responsible party. For Information Call MR. ARNOLDY: [856, 423, 1006, 511]
display-ad-heading: LOW INTEREST MORTGAGES: [1044, 777, 1158, 811]
display-ad-phone: Northville 890: [214, 1305, 306, 1322]
classified-listing: FIVE GANG TORO Fairway mowers with frame. GR. 4-0279. 31-2p: [180, 784, 340, 806]
display-ad-body: 1947 FORD COUPE In Good Condition Excellent Teen-Age Car Reasonable: [49, 945, 137, 989]
